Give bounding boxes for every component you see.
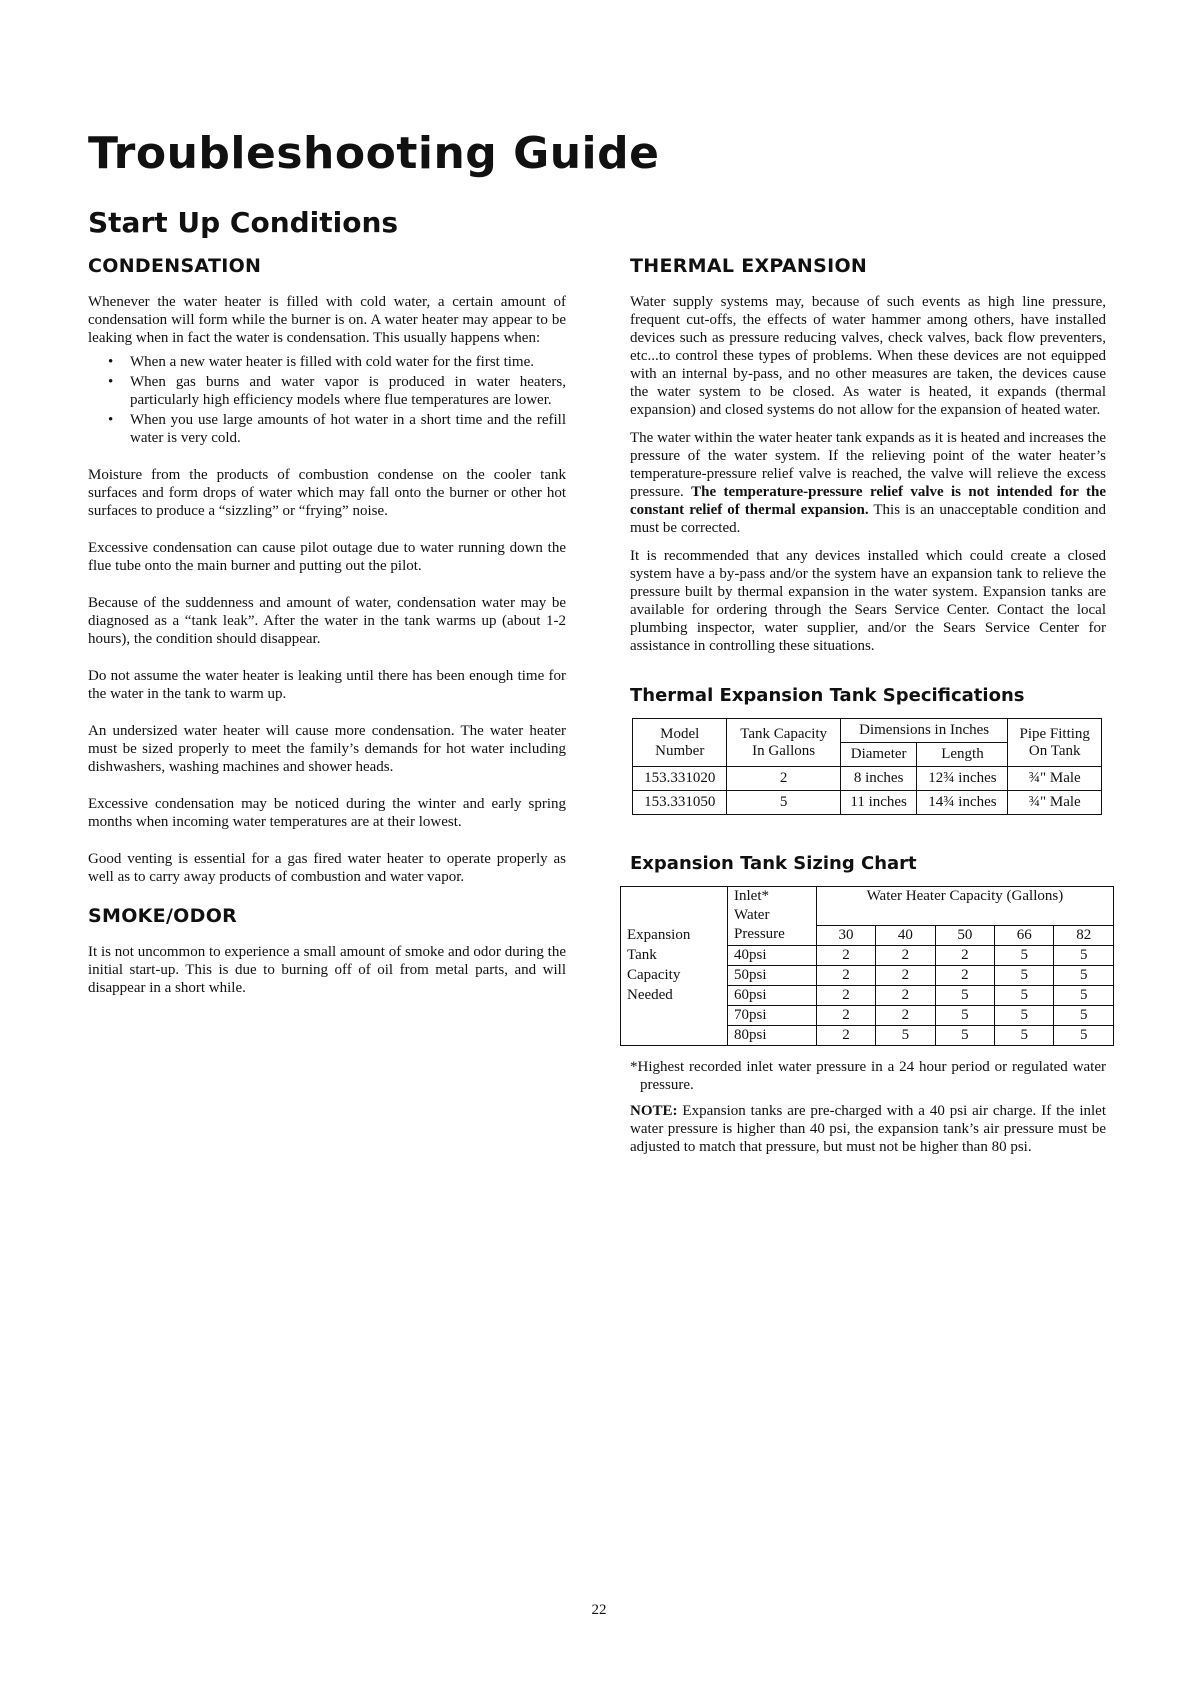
sizing-value-cell: 5 [935, 1005, 994, 1025]
table-row [633, 791, 1102, 815]
right-column [627, 255, 1107, 1175]
table-row [633, 767, 1102, 791]
spec-header-capacity [727, 719, 840, 767]
sizing-value-cell: 5 [1054, 965, 1114, 985]
spec-header-fitting [1008, 719, 1102, 767]
sizing-pressure-cell: 70psi [728, 1005, 817, 1025]
spec-fitting-cell: ¾" Male [1008, 767, 1102, 791]
sizing-pressure-cell: 80psi [728, 1025, 817, 1045]
spec-model-cell: 153.331020 [633, 767, 727, 791]
sizing-label-cell: Capacity [621, 965, 728, 985]
relief-valve-warning: The temperature-pressure relief valve is not intended for the constant relief of thermal expansion. [630, 484, 1107, 518]
condensation-bullets [88, 353, 566, 447]
sizing-pressure-cell: 50psi [728, 965, 817, 985]
table-row [621, 965, 1114, 985]
thermal-paragraph-1: Water supply systems may, because of such events as high line pressure, frequent cut-offs, the effects of water hammer among others, have installed devices such as pressure reducing valves, check valves, back flow preventers, etc...to control these types of problems. When these devices are not equipped with an internal by-pass, and no other measures are taken, the devices cause the water system to be closed. As water is heated, it expands (thermal expansion) and closed systems do not allow for the expansion of heated water. [630, 294, 1106, 418]
spec-table-title: Thermal Expansion Tank Specifications [630, 685, 1025, 706]
condensation-paragraph: Excessive condensation may be noticed during the winter and early spring months when incoming water temperatures are at their lowest. [88, 796, 566, 830]
table-row [621, 1025, 1114, 1045]
condensation-paragraph: Do not assume the water heater is leaking until there has been enough time for the water in the tank to warm up. [88, 668, 566, 702]
spec-header-diameter: Diameter [840, 743, 917, 767]
sizing-chart-title: Expansion Tank Sizing Chart [630, 853, 917, 874]
sizing-label-cell: Needed [621, 985, 728, 1005]
sizing-value-cell: 5 [995, 965, 1054, 985]
sizing-label-cell: Tank [621, 945, 728, 965]
sizing-value-cell: 5 [995, 1025, 1054, 1045]
thermal-expansion-heading: THERMAL EXPANSION [630, 255, 868, 277]
sizing-inlet-header: Inlet* [728, 887, 817, 907]
spec-gallons-cell: 5 [727, 791, 840, 815]
spec-header-text: Model [660, 725, 700, 742]
note-paragraph [630, 1102, 1106, 1156]
sizing-column-header: 40 [876, 925, 935, 945]
sizing-pressure-cell: 40psi [728, 945, 817, 965]
sizing-value-cell: 2 [816, 1005, 875, 1025]
spec-table [632, 718, 1102, 815]
thermal-paragraph-3: It is recommended that any devices installed which could create a closed system have a by-pass and/or the system have an expansion tank to relieve the pressure built by thermal expansion in the water system. Expansion tanks are available for ordering through the Sears Service Center. Contact the local plumbing inspector, water supplier, and/or the Sears Service Center for assistance in controlling these situations. [630, 548, 1106, 654]
sizing-column-header: 82 [1054, 925, 1114, 945]
sizing-value-cell: 2 [876, 945, 935, 965]
notes-block [630, 1058, 1106, 1156]
sizing-value-cell: 2 [816, 985, 875, 1005]
spec-header-text: Pipe Fitting [1019, 725, 1090, 742]
sizing-column-header: 30 [816, 925, 875, 945]
sizing-value-cell: 5 [935, 1025, 994, 1045]
condensation-intro: Whenever the water heater is filled with cold water, a certain amount of condensation will form while the burner is on. A water heater may appear to be leaking when in fact the water is condensation. This usually happens when: [88, 294, 566, 346]
sizing-value-cell: 5 [935, 985, 994, 1005]
spec-gallons-cell: 2 [727, 767, 840, 791]
footnote: *Highest recorded inlet water pressure in a 24 hour period or regulated water pressure. [630, 1058, 1106, 1093]
page-subtitle: Start Up Conditions [88, 206, 399, 239]
sizing-label-cell [621, 906, 728, 925]
spec-diameter-cell: 11 inches [840, 791, 917, 815]
spec-header-text: On Tank [1028, 742, 1081, 759]
sizing-value-cell: 2 [935, 965, 994, 985]
sizing-value-cell: 5 [995, 1005, 1054, 1025]
spec-header-text: In Gallons [752, 742, 816, 759]
sizing-value-cell: 5 [1054, 1005, 1114, 1025]
condensation-paragraph: An undersized water heater will cause more condensation. The water heater must be sized properly to meet the family’s demands for hot water including dishwashers, washing machines and shower heads. [88, 723, 566, 775]
bullet-item: • When you use large amounts of hot water in a short time and the refill water is very cold. [130, 411, 566, 447]
spec-length-cell: 12¾ inches [917, 767, 1008, 791]
sizing-label-cell [621, 1025, 728, 1045]
sizing-pressure-cell: 60psi [728, 985, 817, 1005]
sizing-value-cell: 2 [816, 1025, 875, 1045]
smoke-odor-text: It is not uncommon to experience a small amount of smoke and odor during the initial start-up. This is due to burning off of oil from metal parts, and will disappear in a short while. [88, 944, 566, 996]
sizing-table [620, 886, 1114, 1046]
sizing-column-header: 66 [995, 925, 1054, 945]
thermal-p2-start: The water within the water heater tank expands as it is heated and increases the pressure of the water system. If the relieving point of the water heater’s temperature-pressure relief valve is reached, the valve will relieve the excess pressure. [630, 430, 1106, 500]
spec-model-cell: 153.331050 [633, 791, 727, 815]
note-text: Expansion tanks are pre-charged with a 40 psi air charge. If the inlet water pressure is higher than 40 psi, the expansion tank’s air pressure must be adjusted to match that pressure, but must not be higher than 80 psi. [630, 1102, 1106, 1155]
bullet-item: • When a new water heater is filled with cold water for the first time. [130, 353, 566, 371]
page-title: Troubleshooting Guide [88, 128, 660, 179]
sizing-value-cell: 2 [876, 985, 935, 1005]
sizing-value-cell: 5 [995, 945, 1054, 965]
sizing-capacity-header: Water Heater Capacity (Gallons) [816, 887, 1113, 926]
condensation-heading: CONDENSATION [88, 255, 262, 277]
spec-header-text: Tank Capacity [740, 725, 828, 742]
thermal-p2-end: This is an unacceptable condition and must be corrected. [630, 502, 1107, 536]
sizing-value-cell: 2 [816, 945, 875, 965]
condensation-paragraph: Good venting is essential for a gas fired water heater to operate properly as well as to carry away products of combustion and water vapor. [88, 851, 566, 885]
thermal-paragraph-2 [630, 429, 1106, 537]
sizing-corner-cell [621, 887, 728, 907]
condensation-paragraph: Excessive condensation can cause pilot outage due to water running down the flue tube onto the main burner and putting out the pilot. [88, 540, 566, 574]
sizing-value-cell: 5 [876, 1025, 935, 1045]
note-label: NOTE: [630, 1102, 678, 1119]
sizing-value-cell: 5 [1054, 1025, 1114, 1045]
sizing-value-cell: 5 [1054, 985, 1114, 1005]
sizing-value-cell: 5 [1054, 945, 1114, 965]
sizing-value-cell: 5 [995, 985, 1054, 1005]
condensation-paragraph: Moisture from the products of combustion condense on the cooler tank surfaces and form drops of water which may fall onto the burner or other hot surfaces to produce a “sizzling” or “frying” noise. [88, 467, 566, 519]
bullet-item: • When gas burns and water vapor is produced in water heaters, particularly high efficiency models where flue temperatures are lower. [130, 373, 566, 409]
spec-header-text: Number [655, 742, 705, 759]
sizing-column-header: 50 [935, 925, 994, 945]
sizing-value-cell: 2 [876, 1005, 935, 1025]
spec-fitting-cell: ¾" Male [1008, 791, 1102, 815]
condensation-paragraph: Because of the suddenness and amount of water, condensation water may be diagnosed as a “tank leak”. After the water in the tank warms up (about 1-2 hours), the condition should disappear. [88, 595, 566, 647]
sizing-value-cell: 2 [816, 965, 875, 985]
sizing-value-cell: 2 [876, 965, 935, 985]
spec-header-length: Length [917, 743, 1008, 767]
sizing-inlet-header: Water [728, 906, 817, 925]
sizing-label-cell [621, 1005, 728, 1025]
sizing-label-cell: Expansion [621, 925, 728, 945]
table-row [621, 985, 1114, 1005]
left-column [88, 255, 566, 1016]
spec-header-model [633, 719, 727, 767]
spec-diameter-cell: 8 inches [840, 767, 917, 791]
sizing-value-cell: 2 [935, 945, 994, 965]
table-row [621, 1005, 1114, 1025]
table-row [621, 945, 1114, 965]
spec-length-cell: 14¾ inches [917, 791, 1008, 815]
spec-header-dimensions: Dimensions in Inches [840, 719, 1008, 743]
sizing-inlet-header: Pressure [728, 925, 817, 945]
page-number: 22 [591, 1602, 607, 1618]
smoke-odor-heading: SMOKE/ODOR [88, 905, 238, 927]
